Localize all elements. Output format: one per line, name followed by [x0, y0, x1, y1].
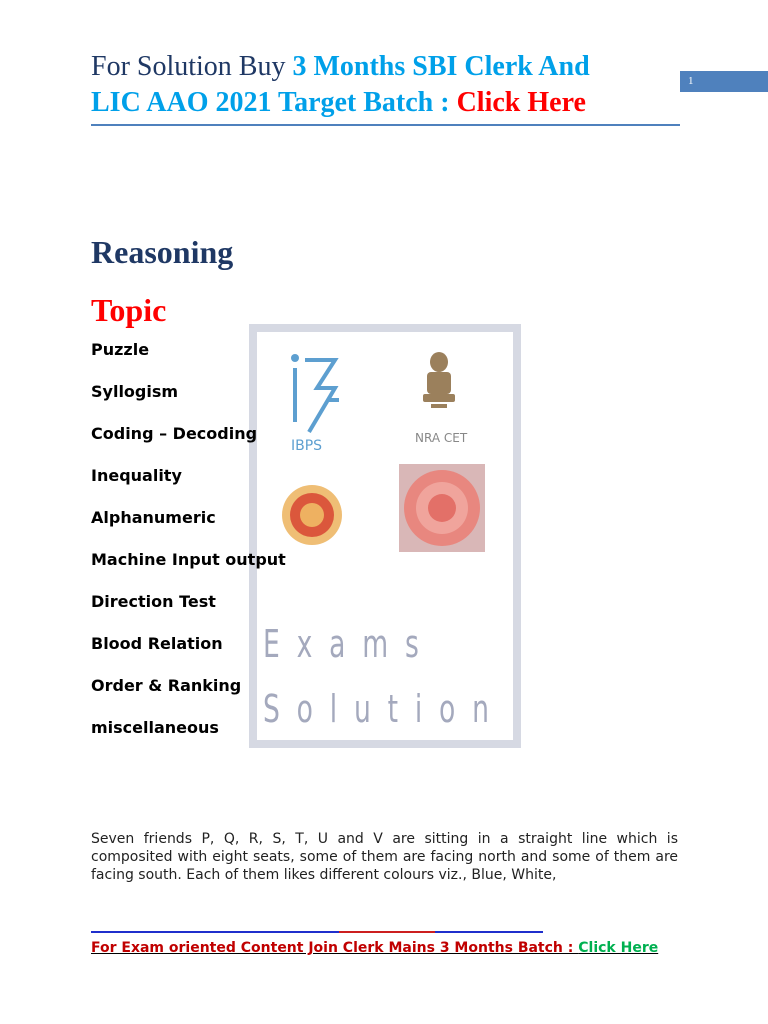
header-divider — [91, 124, 680, 126]
svg-text:NRA CET: NRA CET — [415, 431, 468, 445]
topic-item: Alphanumeric — [91, 508, 216, 527]
topic-item: miscellaneous — [91, 718, 219, 737]
footer-promo-text: For Exam oriented Content Join Clerk Mains 3 Months Batch : — [91, 940, 579, 956]
watermark-text-solution: Solution — [263, 687, 506, 731]
topic-item: Syllogism — [91, 382, 179, 401]
topic-item: Inequality — [91, 466, 182, 485]
footer-divider-blue-2 — [435, 931, 543, 933]
header-click-here-link[interactable]: Click Here — [456, 87, 586, 118]
header-batch-name: 3 Months SBI Clerk And — [292, 51, 590, 82]
nra-cet-label — [407, 428, 487, 448]
ibps-logo-icon — [287, 350, 347, 455]
header-batch-name-cont: LIC AAO 2021 Target Batch : — [91, 87, 457, 118]
watermark-text-exams: Exams — [263, 622, 436, 666]
footer-click-here-link[interactable]: Click Here — [578, 940, 659, 956]
header-prefix: For Solution Buy — [91, 51, 293, 82]
header-line-1 — [91, 50, 590, 84]
topic-item: Direction Test — [91, 592, 216, 611]
topic-item: Puzzle — [91, 340, 150, 359]
question-paragraph: Seven friends P, Q, R, S, T, U and V are sitting in a straight line which is composited with eight seats, some of them are facing north and some of them are facing south. Each of them likes different colours viz., Blue, White, — [91, 831, 678, 883]
ibps-logo-text: IBPS — [291, 438, 323, 454]
footer-divider-blue — [91, 931, 339, 933]
ssc-logo-icon — [279, 482, 345, 548]
watermark — [249, 324, 521, 748]
footer-promo — [91, 940, 658, 956]
topic-item: Coding – Decoding — [91, 424, 258, 443]
page-number-badge: 1 — [680, 71, 768, 92]
footer-divider-red — [339, 931, 435, 933]
topic-heading: Topic — [91, 292, 167, 328]
topic-item: Order & Ranking — [91, 676, 242, 695]
railway-logo-icon — [399, 464, 485, 552]
section-title: Reasoning — [91, 234, 234, 270]
topic-item: Blood Relation — [91, 634, 223, 653]
topic-item: Machine Input output — [91, 550, 286, 569]
national-emblem-icon — [417, 350, 461, 416]
header-line-2 — [91, 86, 586, 120]
